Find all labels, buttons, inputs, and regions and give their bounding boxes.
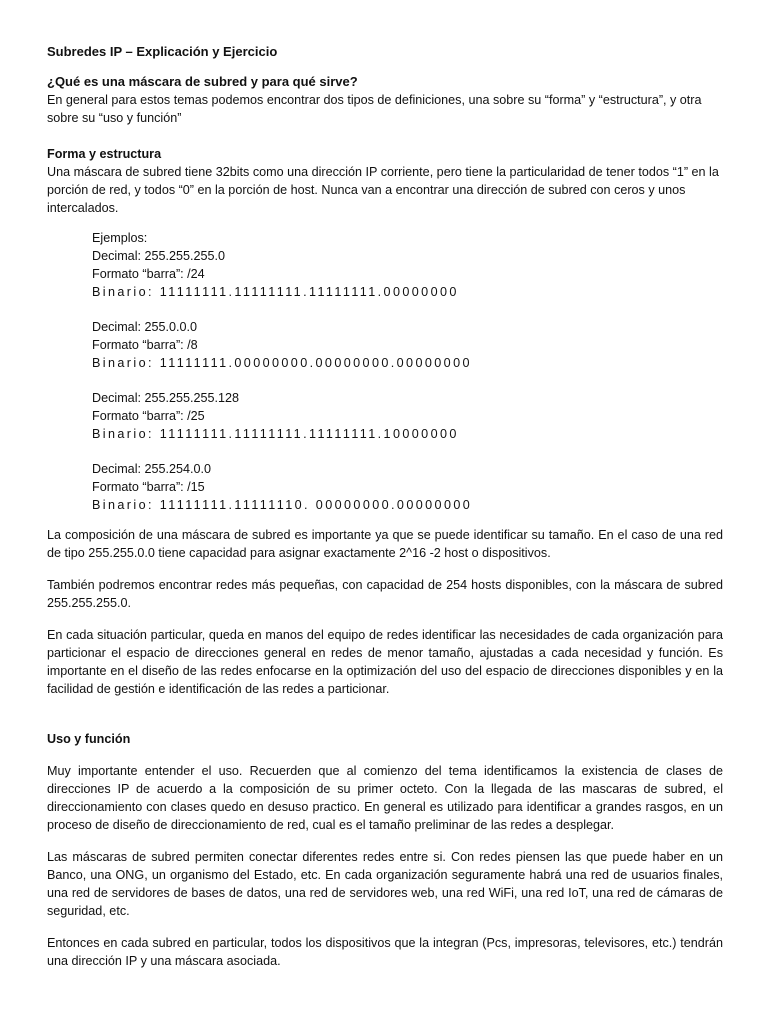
examples-block: [92, 229, 723, 514]
form-paragraph: Una máscara de subred tiene 32bits como una dirección IP corriente, pero tiene la particularidad de tener todos “1” en la porción de red, y todos “0” en la porción de host. Nunca van a encontrar una dirección de subred con ceros y unos intercalados.: [47, 165, 719, 215]
example-binary: Binario: 11111111.11111110. 00000000.00000000: [92, 498, 473, 512]
smaller-networks-paragraph: También podremos encontrar redes más pequeñas, con capacidad de 254 hosts disponibles, con la máscara de subred 255.255.255.0.: [47, 578, 723, 610]
example-barra: Formato “barra”: /15: [92, 480, 205, 494]
example-decimal: Decimal: 255.255.255.128: [92, 391, 240, 405]
intro-paragraph: En general para estos temas podemos encontrar dos tipos de definiciones, una sobre su “forma” y “estructura”, y otra sobre su “uso y función”: [47, 93, 702, 125]
example-group: [92, 318, 723, 372]
question-heading: ¿Qué es una máscara de subred y para qué sirve?: [47, 74, 358, 89]
example-barra: Formato “barra”: /8: [92, 338, 198, 352]
example-barra: Formato “barra”: /24: [92, 267, 205, 281]
example-decimal: Decimal: 255.0.0.0: [92, 320, 198, 334]
example-barra: Formato “barra”: /25: [92, 409, 205, 423]
document-title: Subredes IP – Explicación y Ejercicio: [47, 44, 278, 59]
document-body: [47, 43, 723, 970]
example-group: [92, 460, 723, 514]
masks-paragraph: Las máscaras de subred permiten conectar diferentes redes entre si. Con redes piensen las que puede haber en un Banco, una ONG, un organismo del Estado, etc. En cada organización seguramente habrá una red de usuarios finales, una red de servidores de bases de datos, una red de servidores web, una red WiFi, una red IoT, una red de cámaras de seguridad, etc.: [47, 850, 723, 918]
examples-label: Ejemplos:: [92, 231, 148, 245]
example-decimal: Decimal: 255.254.0.0: [92, 462, 212, 476]
example-binary: Binario: 11111111.11111111.11111111.00000000: [92, 285, 459, 299]
composition-paragraph: La composición de una máscara de subred es importante ya que se puede identificar su tamaño. En el caso de una red de tipo 255.255.0.0 tiene capacidad para asignar exactamente 2^16 -2 host o dispositivos.: [47, 528, 723, 560]
example-binary: Binario: 11111111.11111111.11111111.10000000: [92, 427, 459, 441]
example-decimal: Decimal: 255.255.255.0: [92, 249, 226, 263]
use-heading: Uso y función: [47, 732, 131, 746]
example-binary: Binario: 11111111.00000000.00000000.00000000: [92, 356, 472, 370]
example-group: [92, 389, 723, 443]
form-heading: Forma y estructura: [47, 147, 162, 161]
use-paragraph: Muy importante entender el uso. Recuerden que al comienzo del tema identificamos la existencia de clases de direcciones IP de acuerdo a la composición de su primer octeto. Con la llegada de las mascaras de subred, el direccionamiento con clases quedo en desuso practico. En general es utilizado para identificar a grandes rasgos, en un proceso de diseño de direccionamiento de red, cual es el tamaño preliminar de las redes a desplegar.: [47, 764, 723, 832]
example-group: [92, 247, 723, 301]
situation-paragraph: En cada situación particular, queda en manos del equipo de redes identificar las necesidades de cada organización para particionar el espacio de direcciones general en redes de menor tamaño, ajustadas a cada necesidad y función. Es importante en el diseño de las redes enfocarse en la optimización del uso del espacio de direcciones disponibles y en la facilidad de gestión e identificación de las redes a particionar.: [47, 628, 723, 696]
final-paragraph: Entonces en cada subred en particular, todos los dispositivos que la integran (Pcs, impresoras, televisores, etc.) tendrán una dirección IP y una máscara asociada.: [47, 936, 723, 968]
